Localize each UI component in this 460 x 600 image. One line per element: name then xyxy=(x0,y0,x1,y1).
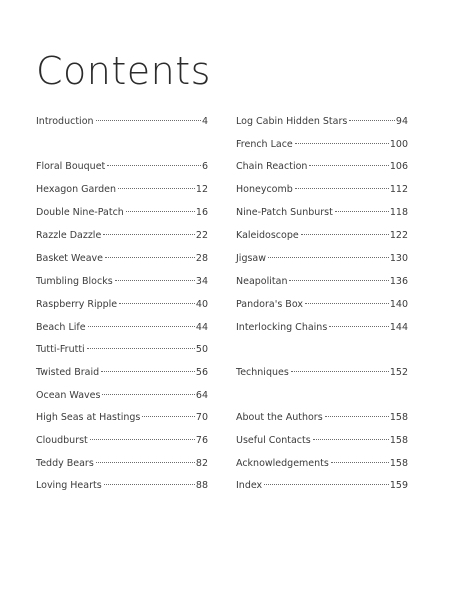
toc-entry-page: 56 xyxy=(195,367,208,378)
toc-entry-title: Acknowledgements xyxy=(236,458,329,469)
toc-entry[interactable] xyxy=(236,433,408,449)
toc-entry[interactable] xyxy=(36,297,208,313)
toc-entry[interactable] xyxy=(236,251,408,267)
toc-entry[interactable] xyxy=(36,205,208,221)
toc-entry-page: 159 xyxy=(389,480,408,491)
toc-entry-title: Hexagon Garden xyxy=(36,184,116,195)
toc-entry-page: 12 xyxy=(195,184,208,195)
toc-entry[interactable] xyxy=(36,365,208,381)
toc-entry-title: Double Nine-Patch xyxy=(36,207,124,218)
toc-entry[interactable] xyxy=(36,456,208,472)
toc-entry-page: 40 xyxy=(195,299,208,310)
toc-entry[interactable] xyxy=(236,410,408,426)
toc-entry-title: Tutti-Frutti xyxy=(36,344,85,355)
toc-entry[interactable] xyxy=(236,228,408,244)
dot-leader xyxy=(88,326,195,327)
toc-entry-title: Index xyxy=(236,480,263,491)
toc-entry[interactable] xyxy=(236,478,408,494)
dot-leader xyxy=(102,394,194,395)
toc-entry-title: Useful Contacts xyxy=(236,435,311,446)
toc-entry[interactable] xyxy=(36,433,208,449)
toc-entry-title: Introduction xyxy=(36,116,94,127)
dot-leader xyxy=(268,257,389,258)
toc-entry[interactable] xyxy=(36,251,208,267)
toc-entry-title: About the Authors xyxy=(236,412,323,423)
toc-entry-page: 112 xyxy=(389,184,408,195)
toc-entry-page: 44 xyxy=(195,322,208,333)
dot-leader xyxy=(103,234,195,235)
toc-entry[interactable] xyxy=(236,456,408,472)
toc-entry-page: 106 xyxy=(389,161,408,172)
dot-leader xyxy=(349,120,395,121)
toc-entry[interactable] xyxy=(36,320,208,336)
dot-leader xyxy=(118,188,195,189)
page-title: Contents xyxy=(36,49,211,93)
toc-entry-page: 140 xyxy=(389,299,408,310)
toc-entry-page: 94 xyxy=(395,116,408,127)
toc-entry[interactable] xyxy=(36,182,208,198)
dot-leader xyxy=(291,371,389,372)
toc-entry[interactable] xyxy=(36,342,208,358)
toc-entry-title: Loving Hearts xyxy=(36,480,102,491)
toc-entry-title: Cloudburst xyxy=(36,435,88,446)
dot-leader xyxy=(309,165,388,166)
toc-entry-page: 70 xyxy=(195,412,208,423)
toc-entry-page: 6 xyxy=(201,161,208,172)
dot-leader xyxy=(96,120,201,121)
toc-entry-title: Kaleidoscope xyxy=(236,230,299,241)
toc-entry-title: Razzle Dazzle xyxy=(36,230,102,241)
toc-entry-title: Honeycomb xyxy=(236,184,293,195)
toc-entry-page: 158 xyxy=(389,412,408,423)
toc-entry-title: Basket Weave xyxy=(36,253,104,264)
toc-entry-title: Nine-Patch Sunburst xyxy=(236,207,333,218)
toc-entry-page: 4 xyxy=(201,116,208,127)
toc-entry-page: 100 xyxy=(389,139,408,150)
toc-entry-page: 88 xyxy=(195,480,208,491)
toc-entry-title: Jigsaw xyxy=(236,253,267,264)
dot-leader xyxy=(107,165,201,166)
dot-leader xyxy=(264,484,389,485)
dot-leader xyxy=(331,462,389,463)
dot-leader xyxy=(115,280,195,281)
toc-entry[interactable] xyxy=(36,274,208,290)
toc-entry-title: Techniques xyxy=(236,367,289,378)
toc-entry[interactable] xyxy=(236,137,408,153)
toc-entry[interactable] xyxy=(36,388,208,404)
toc-entry-title: Twisted Braid xyxy=(36,367,100,378)
toc-entry[interactable] xyxy=(36,159,208,175)
dot-leader xyxy=(329,326,389,327)
toc-entry[interactable] xyxy=(36,410,208,426)
dot-leader xyxy=(301,234,389,235)
dot-leader xyxy=(335,211,389,212)
toc-entry-title: Ocean Waves xyxy=(36,390,101,401)
toc-entry-page: 136 xyxy=(389,276,408,287)
dot-leader xyxy=(126,211,195,212)
toc-entry-page: 158 xyxy=(389,435,408,446)
toc-entry[interactable] xyxy=(236,114,408,130)
toc-entry-page: 122 xyxy=(389,230,408,241)
dot-leader xyxy=(142,416,195,417)
toc-entry-title: Raspberry Ripple xyxy=(36,299,118,310)
toc-entry-page: 76 xyxy=(195,435,208,446)
toc-entry-title: French Lace xyxy=(236,139,293,150)
toc-entry[interactable] xyxy=(236,159,408,175)
toc-entry-title: Pandora's Box xyxy=(236,299,303,310)
toc-entry-page: 28 xyxy=(195,253,208,264)
dot-leader xyxy=(295,143,389,144)
dot-leader xyxy=(295,188,389,189)
toc-entry-page: 34 xyxy=(195,276,208,287)
toc-entry-page: 64 xyxy=(195,390,208,401)
toc-entry[interactable] xyxy=(236,205,408,221)
toc-entry-page: 152 xyxy=(389,367,408,378)
dot-leader xyxy=(289,280,388,281)
toc-entry[interactable] xyxy=(236,274,408,290)
toc-entry-title: Floral Bouquet xyxy=(36,161,106,172)
toc-entry-title: Beach Life xyxy=(36,322,86,333)
toc-entry-page: 50 xyxy=(195,344,208,355)
dot-leader xyxy=(104,484,195,485)
toc-entry-title: Teddy Bears xyxy=(36,458,94,469)
dot-leader xyxy=(105,257,195,258)
dot-leader xyxy=(305,303,389,304)
toc-entry-title: Tumbling Blocks xyxy=(36,276,113,287)
toc-entry-title: Chain Reaction xyxy=(236,161,308,172)
dot-leader xyxy=(101,371,195,372)
dot-leader xyxy=(96,462,195,463)
toc-entry-page: 22 xyxy=(195,230,208,241)
toc-entry-page: 130 xyxy=(389,253,408,264)
toc-entry-page: 16 xyxy=(195,207,208,218)
toc-entry-page: 82 xyxy=(195,458,208,469)
toc-entry-title: Log Cabin Hidden Stars xyxy=(236,116,348,127)
toc-entry[interactable] xyxy=(236,182,408,198)
dot-leader xyxy=(90,439,195,440)
toc-entry-page: 158 xyxy=(389,458,408,469)
toc-entry[interactable] xyxy=(36,114,208,130)
toc-entry-page: 144 xyxy=(389,322,408,333)
toc-entry-title: High Seas at Hastings xyxy=(36,412,141,423)
dot-leader xyxy=(325,416,389,417)
dot-leader xyxy=(313,439,389,440)
toc-entry-page: 118 xyxy=(389,207,408,218)
toc-entry-title: Neapolitan xyxy=(236,276,288,287)
dot-leader xyxy=(87,348,195,349)
dot-leader xyxy=(119,303,195,304)
toc-entry[interactable] xyxy=(236,320,408,336)
toc-entry[interactable] xyxy=(236,365,408,381)
toc-entry[interactable] xyxy=(236,297,408,313)
toc-entry[interactable] xyxy=(36,478,208,494)
toc-entry-title: Interlocking Chains xyxy=(236,322,328,333)
toc-entry[interactable] xyxy=(36,228,208,244)
